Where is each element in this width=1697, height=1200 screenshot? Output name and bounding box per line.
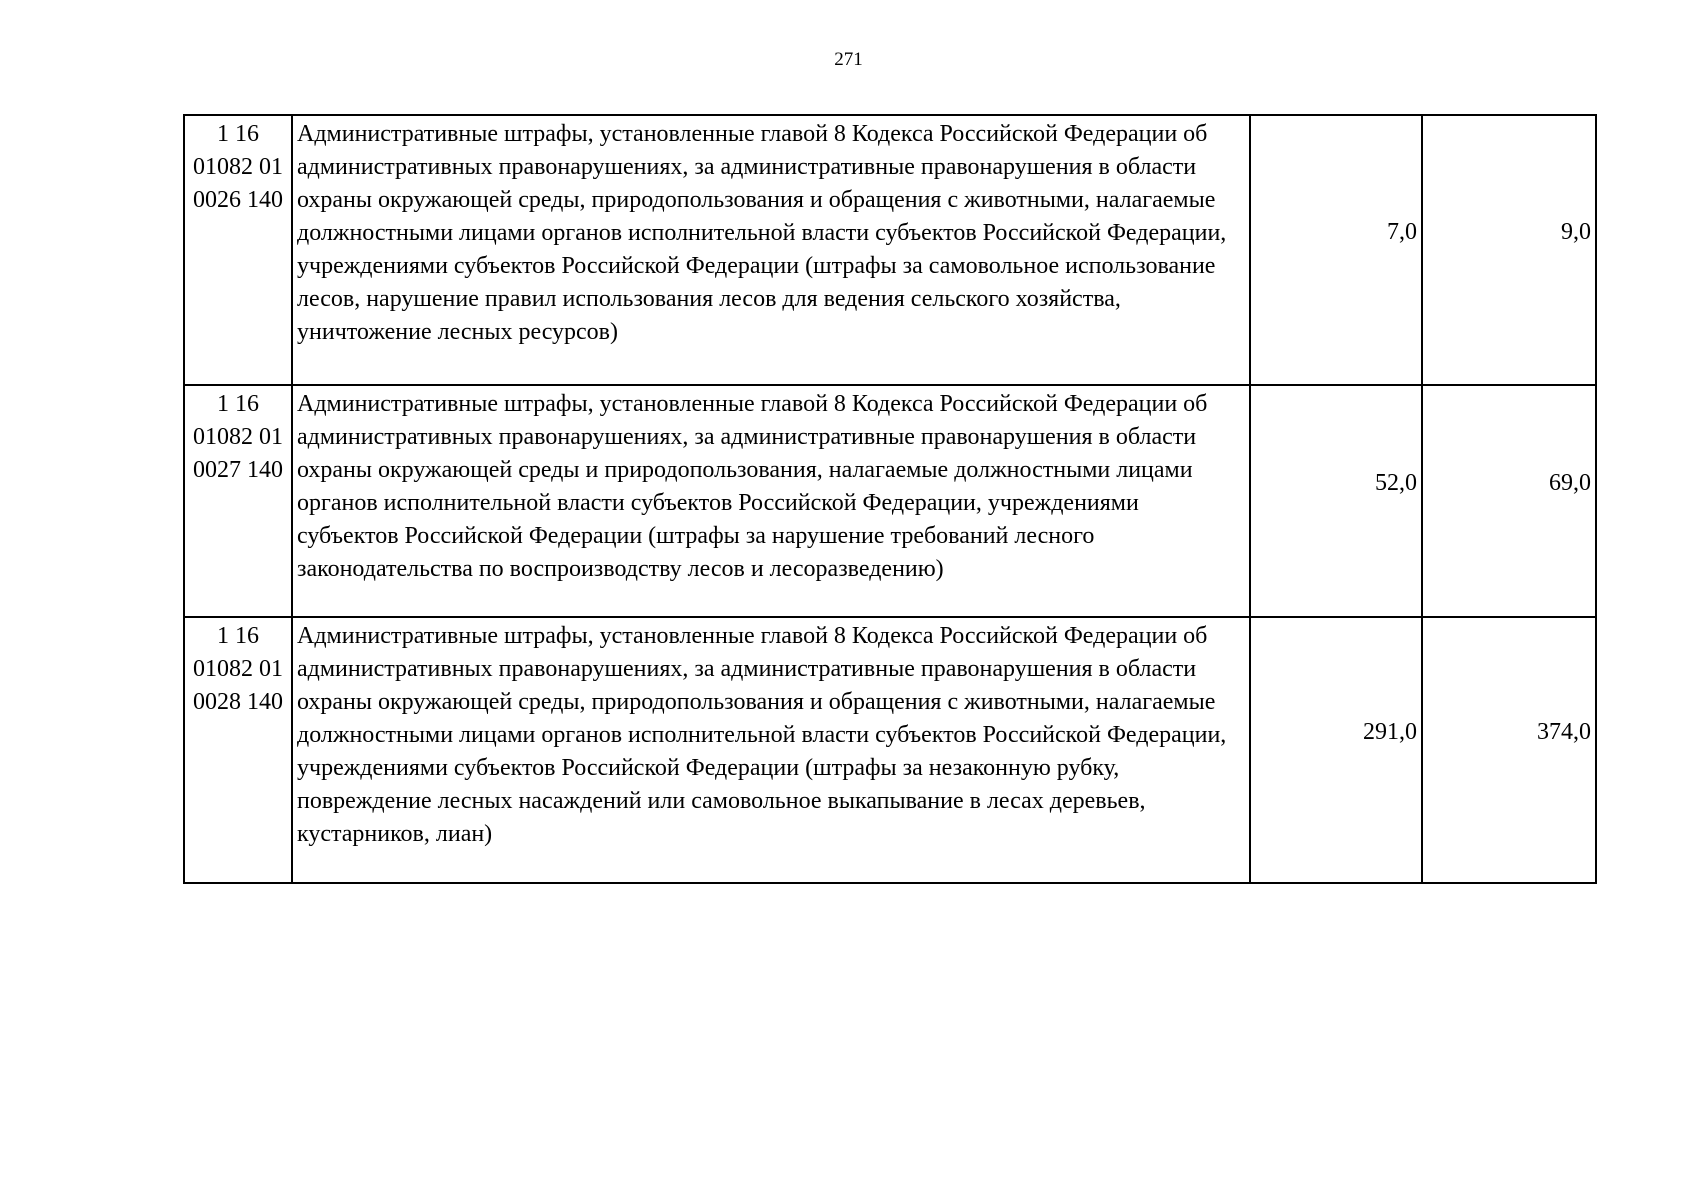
budget-code-line: 0027 140 (193, 457, 283, 483)
budget-code-line: 0028 140 (193, 689, 283, 715)
budget-code-line: 1 16 (217, 623, 259, 649)
budget-code-cell (184, 115, 292, 385)
budget-code-line: 1 16 (217, 391, 259, 417)
budget-revenue-table (183, 114, 1597, 884)
budget-code-cell (184, 385, 292, 617)
value-cell-2 (1422, 385, 1596, 617)
description-cell: Административные штрафы, установленные главой 8 Кодекса Российской Федерации об административных правонарушениях, за административные правонарушения в области охраны окружающей среды, природопользования и обращения с животными, налагаемые должностными лицами органов исполнительной власти субъектов Российской Федерации, учреждениями субъектов Российской Федерации (штрафы за незаконную рубку, повреждение лесных насаждений или самовольное выкапывание в лесах деревьев, кустарников, лиан) (292, 617, 1250, 883)
value-1-text: 291,0 (1363, 718, 1417, 745)
value-cell-1 (1250, 115, 1422, 385)
value-cell-1 (1250, 617, 1422, 883)
table-row (184, 617, 1596, 883)
value-1-text: 7,0 (1387, 218, 1417, 245)
value-2-text: 9,0 (1561, 218, 1591, 245)
value-cell-2 (1422, 617, 1596, 883)
value-1-text: 52,0 (1375, 469, 1417, 496)
table-row (184, 385, 1596, 617)
value-cell-2 (1422, 115, 1596, 385)
value-2-text: 374,0 (1537, 718, 1591, 745)
description-cell: Административные штрафы, установленные главой 8 Кодекса Российской Федерации об административных правонарушениях, за административные правонарушения в области охраны окружающей среды и природопользования, налагаемые должностными лицами органов исполнительной власти субъектов Российской Федерации, учреждениями субъектов Российской Федерации (штрафы за нарушение требований лесного законодательства по воспроизводству лесов и лесоразведению) (292, 385, 1250, 617)
budget-code-line: 1 16 (217, 121, 259, 147)
value-2-text: 69,0 (1549, 469, 1591, 496)
budget-code-line: 01082 01 (193, 424, 283, 450)
budget-code-line: 01082 01 (193, 154, 283, 180)
description-cell: Административные штрафы, установленные главой 8 Кодекса Российской Федерации об административных правонарушениях, за административные правонарушения в области охраны окружающей среды, природопользования и обращения с животными, налагаемые должностными лицами органов исполнительной власти субъектов Российской Федерации, учреждениями субъектов Российской Федерации (штрафы за самовольное использование лесов, нарушение правил использования лесов для ведения сельского хозяйства, уничтожение лесных ресурсов) (292, 115, 1250, 385)
budget-code-line: 01082 01 (193, 656, 283, 682)
budget-code-line: 0026 140 (193, 187, 283, 213)
page-number: 271 (834, 49, 863, 70)
value-cell-1 (1250, 385, 1422, 617)
budget-code-cell (184, 617, 292, 883)
table-row (184, 115, 1596, 385)
